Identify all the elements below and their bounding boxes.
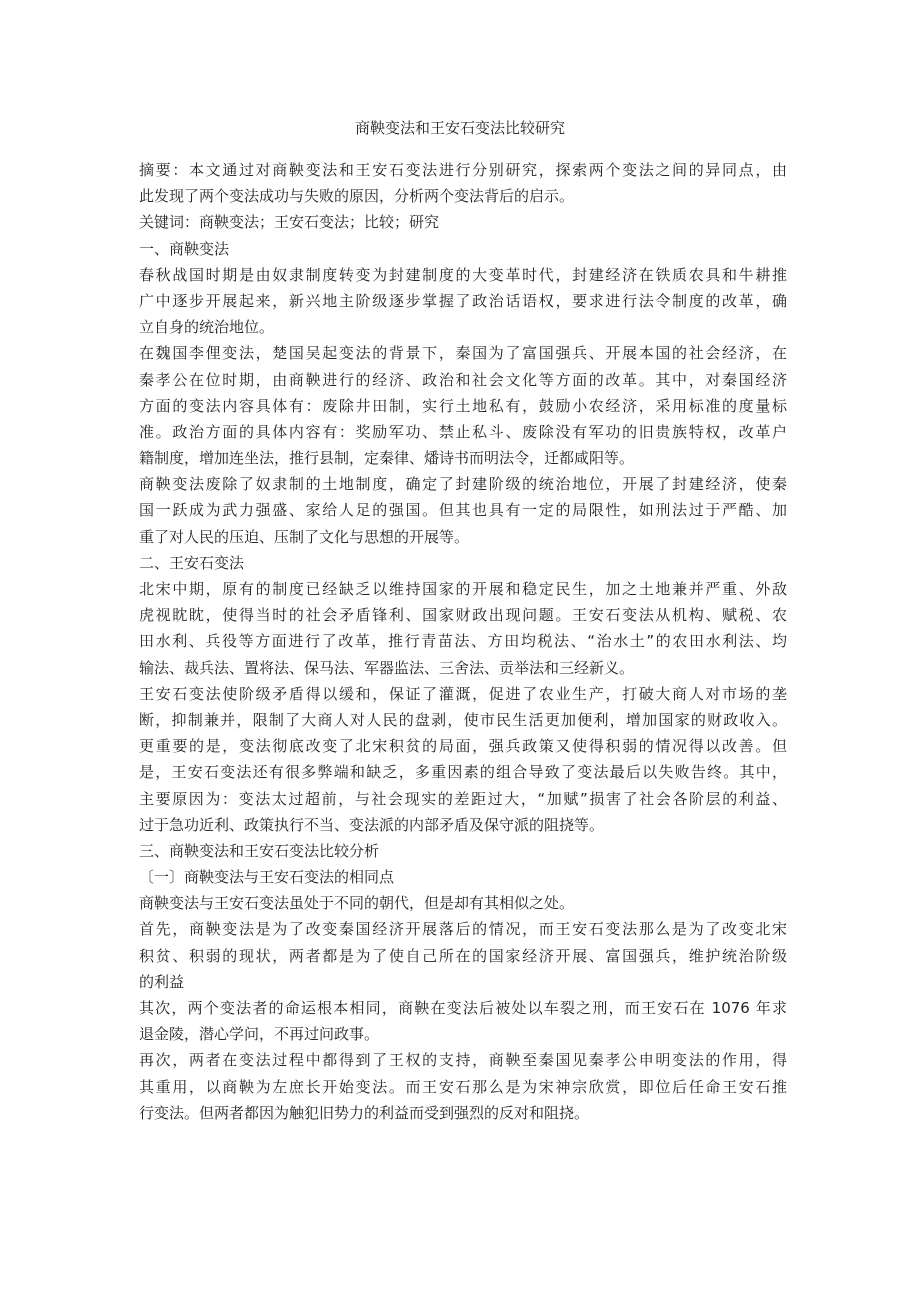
text-line: 更重要的是，变法彻底改变了北宋积贫的局面，强兵政策又使得积弱的情况得以改善。但 [139, 737, 787, 756]
paragraph [139, 890, 787, 916]
text-line: 行变法。但两者都因为触犯旧势力的利益而受到强烈的反对和阻挠。 [139, 1103, 590, 1122]
paragraph [139, 681, 787, 838]
text-line: 虎视眈眈，使得当时的社会矛盾锋利、国家财政出现问题。王安石变法从机构、赋税、农 [139, 606, 787, 625]
text-line: 一、商鞅变法 [139, 239, 230, 258]
text-line: 的利益 [139, 972, 185, 991]
text-line: 〔一〕商鞅变法与王安石变法的相同点 [139, 868, 395, 887]
text-line: 王安石变法使阶级矛盾得以缓和，保证了灌溉，促进了农业生产，打破大商人对市场的垄 [139, 684, 787, 703]
paragraph [139, 576, 787, 681]
paragraph [139, 864, 787, 890]
text-line: 三、商鞅变法和王安石变法比较分析 [139, 841, 380, 860]
paragraph [139, 157, 787, 209]
text-line: 商鞅变法与王安石变法虽处于不同的朝代，但是却有其相似之处。 [139, 894, 575, 913]
text-line: 准。政治方面的具体内容有：奖励军功、禁止私斗、废除没有军功的旧贵族特权，改革户 [139, 422, 787, 441]
paragraph [139, 916, 787, 995]
paragraph [139, 340, 787, 471]
paragraph [139, 550, 787, 576]
text-line: 关键词：商鞅变法；王安石变法；比较；研究 [139, 213, 440, 232]
paragraph [139, 471, 787, 550]
text-line: 在魏国李俚变法，楚国吴起变法的背景下，秦国为了富国强兵、开展本国的社会经济，在 [139, 344, 787, 363]
text-line: 输法、裁兵法、置将法、保马法、军器监法、三舍法、贡举法和三经新义。 [139, 658, 635, 677]
text-line: 重了对人民的压迫、压制了文化与思想的开展等。 [139, 527, 470, 546]
paragraph [139, 236, 787, 262]
text-line: 积贫、积弱的现状，两者都是为了使自己所在的国家经济开展、富国强兵，维护统治阶级 [139, 946, 787, 965]
text-line: 摘要：本文通过对商鞅变法和王安石变法进行分别研究，探索两个变法之间的异同点，由 [139, 161, 787, 179]
text-line: 二、王安石变法 [139, 553, 245, 572]
text-line: 广中逐步开展起来，新兴地主阶级逐步掌握了政治话语权，要求进行法令制度的改革，确 [139, 291, 787, 310]
text-line: 北宋中期，原有的制度已经缺乏以维持国家的开展和稳定民生，加之土地兼并严重、外敌 [139, 580, 787, 598]
text-line: 秦孝公在位时期，由商鞅进行的经济、政治和社会文化等方面的改革。其中，对秦国经济 [139, 370, 787, 389]
text-line: 商鞅变法废除了奴隶制的土地制度，确定了封建阶级的统治地位，开展了封建经济，使秦 [139, 475, 787, 494]
text-line: 其次，两个变法者的命运根本相同，商鞅在变法后被处以车裂之刑，而王安石在 1076 年求 [139, 999, 787, 1017]
text-line: 再次，两者在变法过程中都得到了王权的支持，商鞅至秦国见秦孝公申明变法的作用，得 [139, 1051, 787, 1070]
paragraph [139, 262, 787, 341]
paragraph [139, 995, 787, 1047]
text-line: 主要原因为：变法太过超前，与社会现实的差距过大，“加赋”损害了社会各阶层的利益、 [139, 789, 787, 808]
text-line: 田水利、兵役等方面进行了改革，推行青苗法、方田均税法、“治水土”的农田水利法、均 [139, 632, 787, 651]
paragraph [139, 1047, 787, 1126]
text-line: 籍制度，增加连坐法，推行县制，定秦律、燔诗书而明法令，迁都咸阳等。 [139, 449, 635, 468]
text-line: 断，抑制兼并，限制了大商人对人民的盘剥，使市民生活更加便利，增加国家的财政收入。 [139, 710, 787, 729]
text-line: 其重用，以商鞅为左庶长开始变法。而王安石那么是为宋神宗欣赏，即位后任命王安石推 [139, 1077, 787, 1096]
text-line: 此发现了两个变法成功与失败的原因，分析两个变法背后的启示。 [139, 187, 575, 206]
text-line: 过于急功近利、政策执行不当、变法派的内部矛盾及保守派的阻挠等。 [139, 815, 605, 834]
text-line: 立自身的统治地位。 [139, 318, 275, 337]
text-line: 方面的变法内容具体有：废除井田制，实行土地私有，鼓励小农经济，采用标准的度量标 [139, 396, 787, 415]
paragraph [139, 209, 787, 235]
text-line: 首先，商鞅变法是为了改变秦国经济开展落后的情况，而王安石变法那么是为了改变北宋 [139, 920, 787, 939]
text-line: 国一跃成为武力强盛、家给人足的强国。但其也具有一定的局限性，如刑法过于严酷、加 [139, 501, 787, 520]
text-line: 退金陵，潜心学问，不再过问政事。 [139, 1025, 380, 1044]
document-body [139, 157, 787, 1126]
paragraph [139, 838, 787, 864]
text-line: 春秋战国时期是由奴隶制度转变为封建制度的大变革时代，封建经济在铁质农具和牛耕推 [139, 265, 787, 284]
document-title: 商鞅变法和王安石变法比较研究 [354, 119, 565, 137]
text-line: 是，王安石变法还有很多弊端和缺乏，多重因素的组合导致了变法最后以失败告终。其中， [139, 763, 787, 782]
